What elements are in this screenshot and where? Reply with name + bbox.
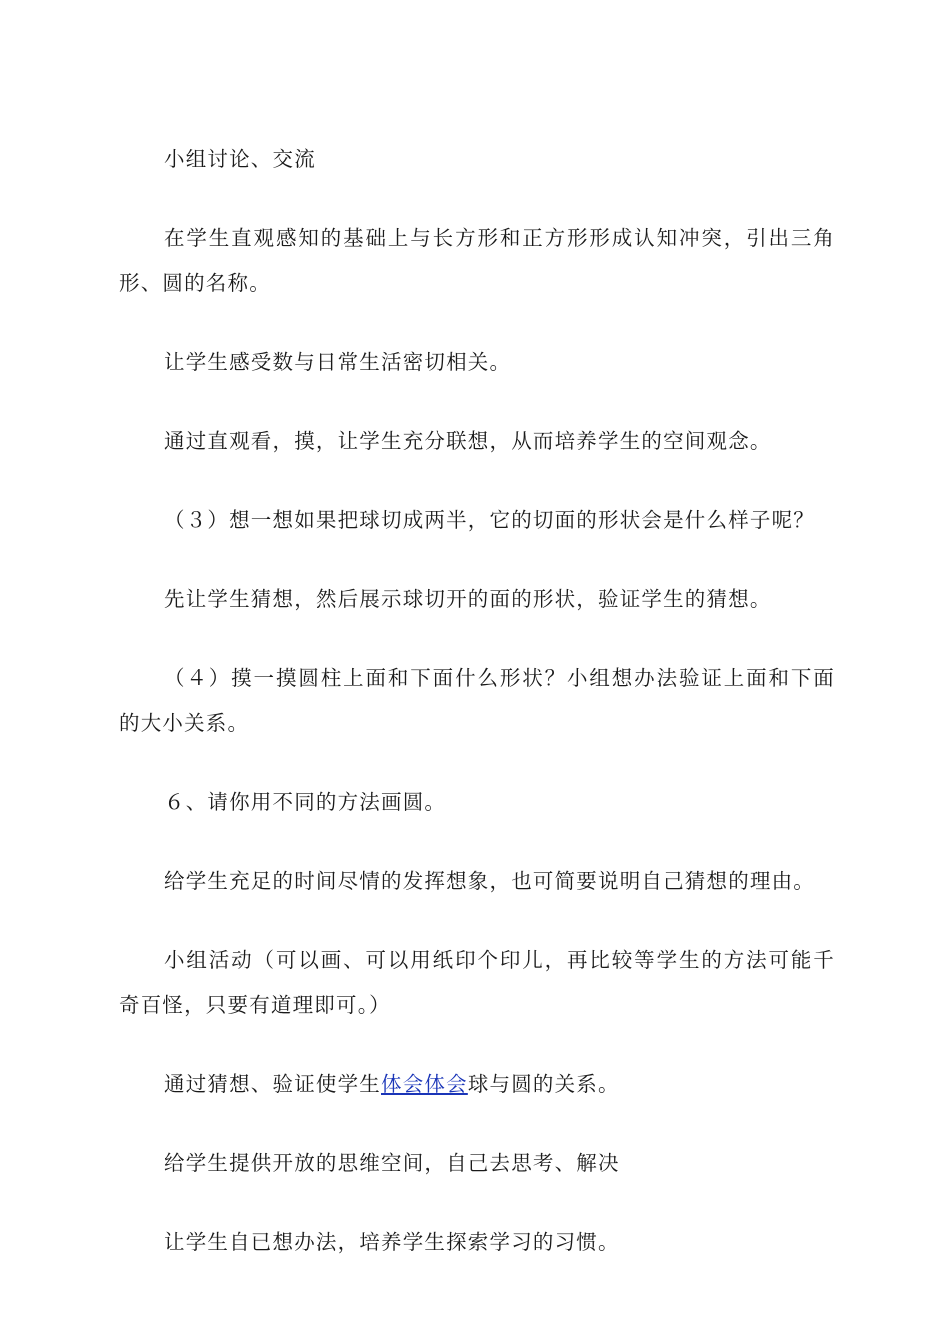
paragraph-guess-verify: 先让学生猜想，然后展示球切开的面的形状，验证学生的猜想。	[164, 587, 772, 611]
paragraph-group-discussion: 小组讨论、交流	[164, 147, 316, 171]
paragraph-text-before-link: 通过猜想、验证使学生	[164, 1072, 381, 1096]
paragraph-text-after-link: 球与圆的关系。	[467, 1072, 620, 1096]
paragraph-sphere-circle-relation	[119, 1062, 835, 1107]
paragraph-sphere-cut-question: （３）想一想如果把球切成两半，它的切面的形状会是什么样子呢？	[164, 508, 815, 532]
paragraph-group-activity: 小组活动（可以画、可以用纸印个印儿，再比较等学生的方法可能千奇百怪，只要有道理即可。）	[119, 948, 835, 1017]
document-body	[119, 137, 835, 1299]
paragraph-cognitive-conflict: 在学生直观感知的基础上与长方形和正方形形成认知冲突，引出三角形、圆的名称。	[119, 226, 835, 295]
paragraph-open-thinking: 给学生提供开放的思维空间，自己去思考、解决	[164, 1151, 620, 1175]
paragraph-daily-life: 让学生感受数与日常生活密切相关。	[164, 350, 512, 374]
paragraph-learning-habits: 让学生自已想办法，培养学生探索学习的习惯。	[164, 1230, 620, 1254]
experience-link[interactable]: 体会体会	[381, 1072, 468, 1096]
paragraph-spatial-concept: 通过直观看，摸，让学生充分联想，从而培养学生的空间观念。	[164, 429, 772, 453]
paragraph-imagination: 给学生充足的时间尽情的发挥想象，也可简要说明自己猜想的理由。	[164, 869, 815, 893]
paragraph-draw-circle: ６、请你用不同的方法画圆。	[164, 790, 447, 814]
paragraph-cylinder-faces: （４）摸一摸圆柱上面和下面什么形状？小组想办法验证上面和下面的大小关系。	[119, 666, 835, 735]
